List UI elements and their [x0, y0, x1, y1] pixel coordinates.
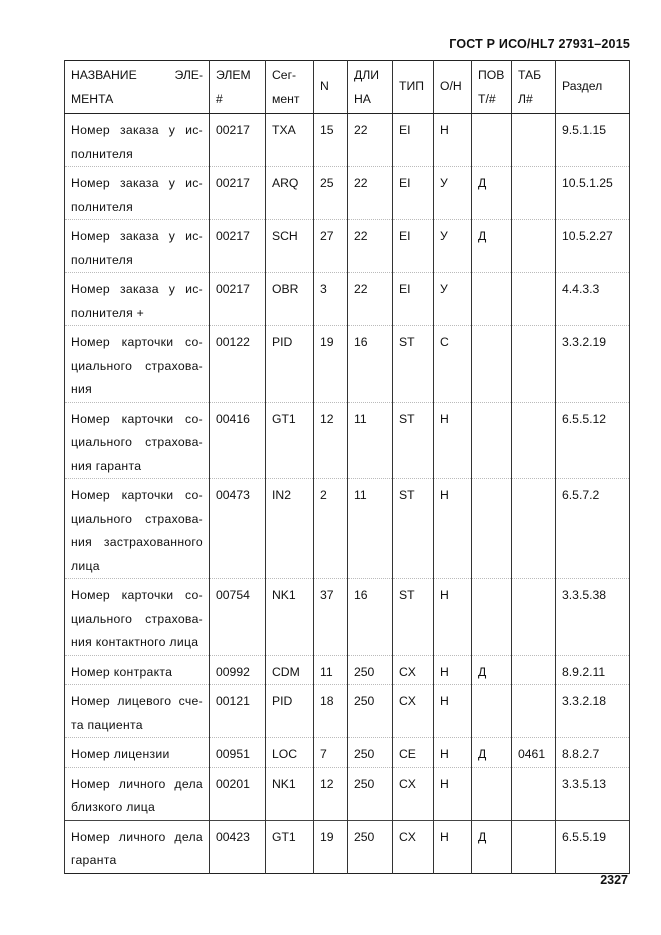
- table-cell: Н: [434, 767, 472, 820]
- table-cell: У: [434, 167, 472, 220]
- table-cell: 16: [348, 326, 393, 403]
- table-cell: 2: [314, 479, 348, 579]
- table-cell: 10.5.2.27: [556, 220, 630, 273]
- table-cell: 0461: [512, 738, 556, 768]
- table-cell: [472, 767, 512, 820]
- table-cell: 00951: [210, 738, 266, 768]
- table-cell: [512, 479, 556, 579]
- table-row: [65, 114, 630, 167]
- column-header: ПОВ Т/#: [472, 61, 512, 114]
- table-cell: 3.3.5.13: [556, 767, 630, 820]
- table-cell: CE: [393, 738, 434, 768]
- table-cell: 3.3.2.19: [556, 326, 630, 403]
- table-cell: 00201: [210, 767, 266, 820]
- table-cell: 00423: [210, 820, 266, 873]
- table-cell: ST: [393, 479, 434, 579]
- table-cell: [472, 326, 512, 403]
- table-cell: 250: [348, 820, 393, 873]
- table-cell: TXA: [266, 114, 314, 167]
- table-cell: 00217: [210, 167, 266, 220]
- table-row: [65, 820, 630, 873]
- column-header: ТАБ Л#: [512, 61, 556, 114]
- element-name-cell: Номер лицевого сче-та пациента: [65, 685, 210, 738]
- table-cell: 12: [314, 767, 348, 820]
- table-cell: 3.3.2.18: [556, 685, 630, 738]
- table-cell: 9.5.1.15: [556, 114, 630, 167]
- column-header: О/Н: [434, 61, 472, 114]
- table-cell: 00992: [210, 655, 266, 685]
- element-name-cell: Номер карточки со-циального страхова-ния: [65, 326, 210, 403]
- table-cell: 22: [348, 167, 393, 220]
- table-row: [65, 685, 630, 738]
- element-name-cell: Номер личного дела близкого лица: [65, 767, 210, 820]
- table-cell: Д: [472, 655, 512, 685]
- table-cell: EI: [393, 114, 434, 167]
- table-cell: GT1: [266, 402, 314, 479]
- table-header-row: [65, 61, 630, 114]
- table-cell: [472, 579, 512, 656]
- table-cell: 00121: [210, 685, 266, 738]
- table-cell: LOC: [266, 738, 314, 768]
- table-cell: IN2: [266, 479, 314, 579]
- table-cell: У: [434, 220, 472, 273]
- table-row: [65, 767, 630, 820]
- table-row: [65, 402, 630, 479]
- table-row: [65, 579, 630, 656]
- table-cell: Н: [434, 579, 472, 656]
- table-cell: 19: [314, 326, 348, 403]
- table-cell: 19: [314, 820, 348, 873]
- table-cell: [472, 273, 512, 326]
- table-cell: CX: [393, 820, 434, 873]
- table-cell: GT1: [266, 820, 314, 873]
- table-cell: Н: [434, 820, 472, 873]
- table-cell: 250: [348, 685, 393, 738]
- table-cell: У: [434, 273, 472, 326]
- table-cell: Н: [434, 402, 472, 479]
- table-cell: [512, 820, 556, 873]
- table-cell: 00122: [210, 326, 266, 403]
- table-cell: С: [434, 326, 472, 403]
- table-row: [65, 479, 630, 579]
- table-cell: 25: [314, 167, 348, 220]
- table-cell: Н: [434, 655, 472, 685]
- table-cell: CX: [393, 685, 434, 738]
- table-cell: Д: [472, 167, 512, 220]
- table-cell: CX: [393, 655, 434, 685]
- column-header: НАЗВАНИЕ ЭЛЕ-МЕНТА: [65, 61, 210, 114]
- table-cell: Н: [434, 479, 472, 579]
- table-cell: PID: [266, 685, 314, 738]
- table-row: [65, 655, 630, 685]
- table-cell: [512, 326, 556, 403]
- table-cell: 250: [348, 767, 393, 820]
- table-cell: 11: [348, 479, 393, 579]
- table-cell: CDM: [266, 655, 314, 685]
- table-cell: [472, 685, 512, 738]
- table-cell: Д: [472, 220, 512, 273]
- table-cell: 250: [348, 655, 393, 685]
- table-cell: 8.9.2.11: [556, 655, 630, 685]
- column-header: Сег-мент: [266, 61, 314, 114]
- document-header: ГОСТ Р ИСО/HL7 27931–2015: [449, 37, 630, 51]
- table-cell: EI: [393, 273, 434, 326]
- table-cell: 00416: [210, 402, 266, 479]
- table-cell: 3.3.5.38: [556, 579, 630, 656]
- element-name-cell: Номер лицензии: [65, 738, 210, 768]
- column-header: N: [314, 61, 348, 114]
- table-cell: [512, 220, 556, 273]
- column-header: ЭЛЕМ #: [210, 61, 266, 114]
- table-cell: Н: [434, 685, 472, 738]
- table-cell: CX: [393, 767, 434, 820]
- table-cell: 4.4.3.3: [556, 273, 630, 326]
- table-cell: NK1: [266, 767, 314, 820]
- table-row: [65, 220, 630, 273]
- table-cell: 27: [314, 220, 348, 273]
- table-cell: NK1: [266, 579, 314, 656]
- table-cell: 37: [314, 579, 348, 656]
- table-cell: 16: [348, 579, 393, 656]
- table-cell: [512, 167, 556, 220]
- table-cell: [512, 273, 556, 326]
- table-cell: 6.5.7.2: [556, 479, 630, 579]
- table-cell: 12: [314, 402, 348, 479]
- table-cell: 7: [314, 738, 348, 768]
- table-cell: 11: [348, 402, 393, 479]
- table-cell: [472, 402, 512, 479]
- table-cell: PID: [266, 326, 314, 403]
- element-name-cell: Номер заказа у ис-полнителя: [65, 167, 210, 220]
- table-cell: Д: [472, 820, 512, 873]
- table-cell: SCH: [266, 220, 314, 273]
- element-name-cell: Номер личного дела гаранта: [65, 820, 210, 873]
- element-name-cell: Номер контракта: [65, 655, 210, 685]
- data-elements-table: [64, 60, 630, 874]
- table-cell: 18: [314, 685, 348, 738]
- table-cell: 10.5.1.25: [556, 167, 630, 220]
- table-cell: ST: [393, 326, 434, 403]
- table-cell: 00217: [210, 273, 266, 326]
- column-header: Раздел: [556, 61, 630, 114]
- table-cell: [512, 402, 556, 479]
- table-cell: 11: [314, 655, 348, 685]
- table-cell: [512, 579, 556, 656]
- table-cell: OBR: [266, 273, 314, 326]
- table-cell: [472, 114, 512, 167]
- element-name-cell: Номер карточки со-циального страхова-ния застрахованного лица: [65, 479, 210, 579]
- table-cell: ARQ: [266, 167, 314, 220]
- table-cell: EI: [393, 220, 434, 273]
- table-cell: 3: [314, 273, 348, 326]
- table-cell: 22: [348, 273, 393, 326]
- table-cell: ST: [393, 402, 434, 479]
- table-row: [65, 167, 630, 220]
- table-cell: 250: [348, 738, 393, 768]
- element-name-cell: Номер карточки со-циального страхова-ния контактного лица: [65, 579, 210, 656]
- table-cell: ST: [393, 579, 434, 656]
- table-cell: 00473: [210, 479, 266, 579]
- element-name-cell: Номер заказа у ис-полнителя +: [65, 273, 210, 326]
- table-cell: 00217: [210, 114, 266, 167]
- table-row: [65, 326, 630, 403]
- element-name-cell: Номер заказа у ис-полнителя: [65, 220, 210, 273]
- table-cell: 15: [314, 114, 348, 167]
- table-cell: 22: [348, 220, 393, 273]
- table-row: [65, 738, 630, 768]
- table-cell: 6.5.5.12: [556, 402, 630, 479]
- table-cell: Н: [434, 738, 472, 768]
- column-header: ДЛИ НА: [348, 61, 393, 114]
- table-cell: [472, 479, 512, 579]
- table-cell: 00754: [210, 579, 266, 656]
- table-cell: 00217: [210, 220, 266, 273]
- table-cell: [512, 685, 556, 738]
- table-cell: EI: [393, 167, 434, 220]
- element-name-cell: Номер карточки со-циального страхова-ния гаранта: [65, 402, 210, 479]
- table-cell: [512, 114, 556, 167]
- table-cell: 6.5.5.19: [556, 820, 630, 873]
- table-cell: 22: [348, 114, 393, 167]
- column-header: ТИП: [393, 61, 434, 114]
- table-cell: Д: [472, 738, 512, 768]
- table-cell: 8.8.2.7: [556, 738, 630, 768]
- table-cell: [512, 767, 556, 820]
- table-cell: Н: [434, 114, 472, 167]
- table-row: [65, 273, 630, 326]
- element-name-cell: Номер заказа у ис-полнителя: [65, 114, 210, 167]
- table-cell: [512, 655, 556, 685]
- page-number: 2327: [600, 873, 628, 887]
